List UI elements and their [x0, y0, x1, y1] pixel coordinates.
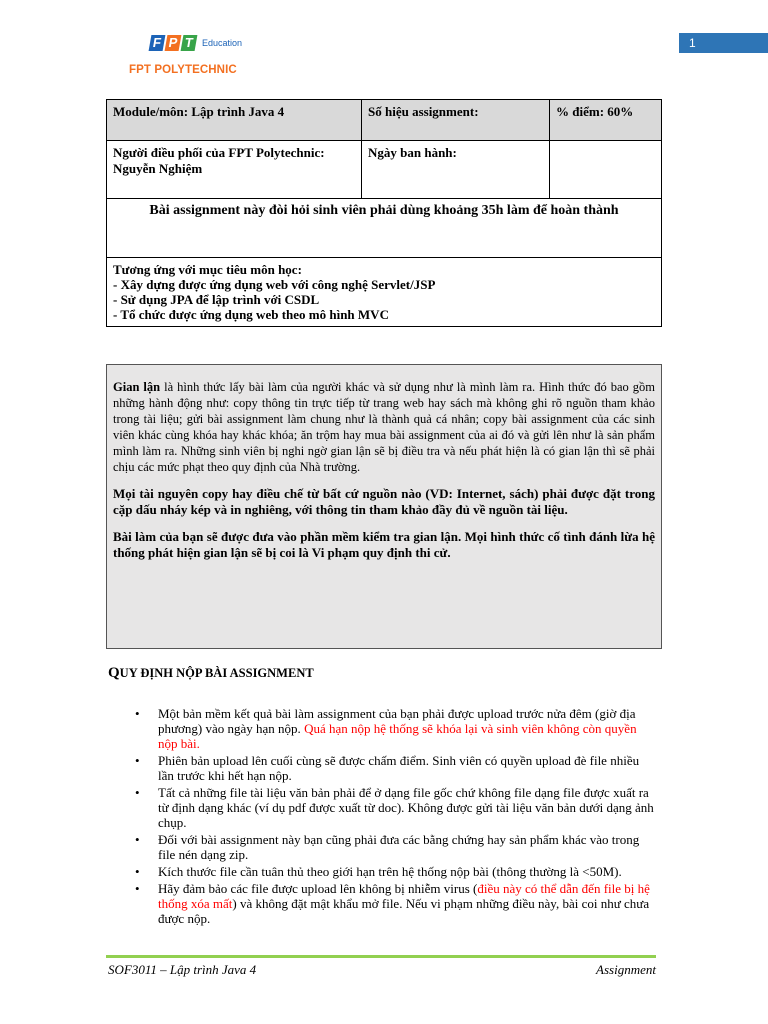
bullet-icon: •: [135, 864, 140, 879]
objective-item: - Tổ chức được ứng dụng web theo mô hình MVC: [113, 307, 389, 322]
list-item: [135, 706, 654, 751]
submission-rules-list: [135, 706, 654, 928]
table-row: [107, 100, 662, 141]
table-row: [107, 258, 662, 327]
notice-term: Gian lận: [113, 380, 161, 394]
plagiarism-notice-box: [106, 364, 662, 649]
list-item: [135, 881, 654, 926]
footer-divider: [106, 955, 656, 958]
rule-text: Hãy đảm bảo các file được upload lên không bị nhiễm virus (: [158, 881, 478, 896]
bullet-icon: •: [135, 785, 140, 800]
objective-item: - Xây dựng được ứng dụng web với công nghệ Servlet/JSP: [113, 277, 436, 292]
objective-item: - Sử dụng JPA để lập trình với CSDL: [113, 292, 320, 307]
percent-cell: % điểm: 60%: [550, 100, 662, 141]
issue-date-cell: Ngày ban hành:: [362, 141, 550, 199]
bullet-icon: •: [135, 881, 140, 896]
page-number: 1: [679, 33, 768, 53]
section-title-rest: UY ĐỊNH NỘP BÀI ASSIGNMENT: [119, 666, 314, 680]
fpt-polytechnic-wordmark: FPT POLYTECHNIC: [129, 64, 237, 76]
bullet-icon: •: [135, 832, 140, 847]
bullet-icon: •: [135, 706, 140, 721]
rule-warning: Quá hạn nộp hệ thống sẽ khóa lại và sinh viên không còn quyền nộp bài.: [158, 721, 637, 751]
coordinator-cell: [107, 141, 362, 199]
rule-text: Tất cả những file tài liệu văn bản phải để ở dạng file gốc chứ không file dạng file được xuất ra từ định dạng khác (ví dụ pdf được xuất từ doc). Không được gửi tài liệu văn bản dưới dạng ảnh chụp.: [158, 785, 654, 830]
list-item: [135, 753, 654, 783]
module-cell: Module/môn: Lập trình Java 4: [107, 100, 362, 141]
notice-paragraph: Mọi tài nguyên copy hay điều chế từ bất cứ nguồn nào (VD: Internet, sách) phải được đặt trong cặp dấu nháy kép và in nghiêng, với thông tin tham khảo đầy đủ về nguồn tài liệu.: [113, 486, 655, 517]
assignment-info-table: [106, 99, 662, 327]
fpt-logo-mark: [150, 35, 242, 51]
logo-letter-f: F: [149, 35, 166, 51]
duration-cell: Bài assignment này đòi hỏi sinh viên phải dùng khoảng 35h làm để hoàn thành: [107, 199, 662, 258]
notice-paragraph: Bài làm của bạn sẽ được đưa vào phần mềm kiểm tra gian lận. Mọi hình thức cố tình đánh lừa hệ thống phát hiện gian lận sẽ bị coi là Vi phạm quy định thi cử.: [113, 529, 655, 560]
empty-cell: [550, 141, 662, 199]
coordinator-label: Người điều phối của FPT Polytechnic:: [113, 145, 325, 160]
rule-text: Phiên bản upload lên cuối cùng sẽ được chấm điểm. Sinh viên có quyền upload đè file nhiều lần trước khi hết hạn nộp.: [158, 753, 640, 783]
rule-warning: điều này có thể dẫn đến file bị hệ thống xóa mất: [158, 881, 650, 911]
rule-text: Kích thước file cần tuân thủ theo giới hạn trên hệ thống nộp bài (thông thường là <50M).: [158, 864, 622, 879]
objectives-heading: Tương ứng với mục tiêu môn học:: [113, 262, 302, 277]
section-title-initial: Q: [108, 665, 120, 681]
rule-text-after: ) và không đặt mật khẩu mở file. Nếu vi phạm những điều này, bài coi như chưa được nộp.: [158, 896, 650, 926]
table-row: [107, 199, 662, 258]
logo-letter-p: P: [165, 35, 182, 51]
coordinator-name: Nguyễn Nghiệm: [113, 161, 203, 176]
notice-paragraph: [113, 379, 655, 475]
footer-course: SOF3011 – Lập trình Java 4: [108, 962, 257, 977]
list-item: [135, 785, 654, 830]
objectives-cell: [107, 258, 662, 327]
logo-letter-t: T: [181, 35, 198, 51]
section-title: [108, 665, 314, 682]
footer-doc-type: Assignment: [596, 962, 656, 977]
notice-definition: là hình thức lấy bài làm của người khác và sử dụng như là mình làm ra. Hình thức đó bao gồm những hành động như: copy thông tin trực tiếp từ trang web hay sách mà không ghi rõ nguồn tham khảo trong tài liệu; gửi bài assignment làm chung như là thành quả cá nhân; copy bài assignment của các sinh viên khác cùng khóa hay khác khóa; ăn trộm hay mua bài assignment của ai đó và gửi lên như là sản phẩm mình làm ra. Những sinh viên bị nghi ngờ gian lận sẽ bị điều tra và nếu phát hiện là có gian lận thì sẽ phải chịu các mức phạt theo quy định của Nhà trường.: [113, 380, 656, 474]
list-item: [135, 864, 654, 879]
rule-text: Đối với bài assignment này bạn cũng phải đưa các bằng chứng hay sản phẩm khác vào trong file nén dạng zip.: [158, 832, 640, 862]
list-item: [135, 832, 654, 862]
assignment-number-cell: Số hiệu assignment:: [362, 100, 550, 141]
logo-education-text: Education: [202, 38, 243, 48]
fpt-logo: [150, 35, 242, 51]
table-row: [107, 141, 662, 199]
bullet-icon: •: [135, 753, 140, 768]
rule-text: Một bản mềm kết quả bài làm assignment của bạn phải được upload trước nửa đêm (giờ địa phương) vào ngày hạn nộp.: [158, 706, 636, 736]
